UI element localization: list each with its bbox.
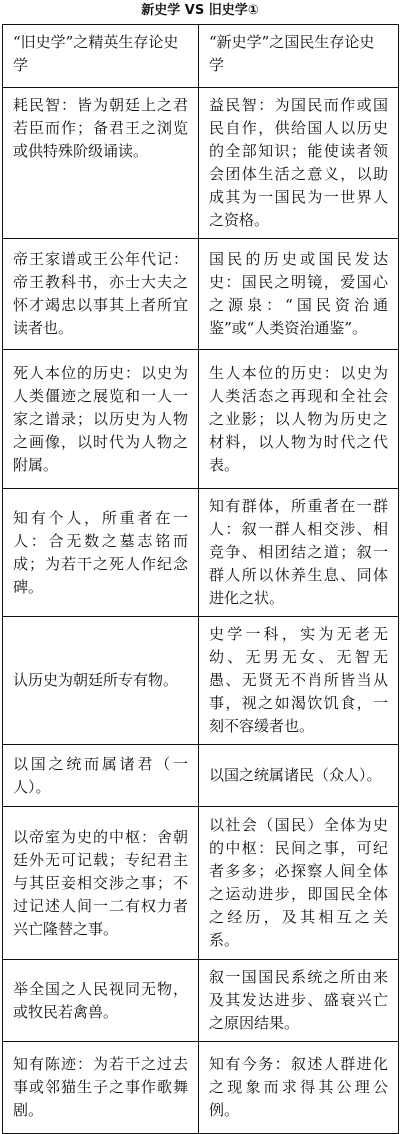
old-history-cell: 认历史为朝廷所专有物。 <box>3 617 199 745</box>
table-row <box>3 489 399 617</box>
new-history-cell: 生人本位的历史：以史为人类活态之再现和全社会之业影；以人物为历史之材料，以人物为时代之代表。 <box>199 350 399 489</box>
header-row <box>3 25 399 88</box>
page-title: 新史学 VS 旧史学① <box>141 3 259 18</box>
old-history-cell: 帝王家谱或王公年代记：帝王教科书，亦士大夫之怀才竭忠以事其上者所宜读者也。 <box>3 239 199 350</box>
table-row <box>3 960 399 1042</box>
comparison-table <box>2 24 399 1134</box>
table-row <box>3 88 399 239</box>
new-history-cell: 国民的历史或国民发达史：国民之明镜，爱国心之源泉：“国民资治通鉴”或“人类资治通鉴”。 <box>199 239 399 350</box>
old-history-cell: 知有个人，所重者在一人：合无数之墓志铭而成；为若干之死人作纪念碑。 <box>3 489 199 617</box>
old-history-cell: 耗民智：皆为朝廷上之君若臣而作；备君王之浏览或供特殊阶级诵读。 <box>3 88 199 239</box>
table-row <box>3 1042 399 1134</box>
new-history-cell: 知有今务：叙述人群进化之现象而求得其公理公例。 <box>199 1042 399 1134</box>
new-history-cell: 叙一国国民系统之所由来及其发达进步、盛衰兴亡之原因结果。 <box>199 960 399 1042</box>
new-history-cell: 知有群体，所重者在一群人：叙一群人相交涉、相竞争、相团结之道；叙一群人所以休养生息、同体进化之状。 <box>199 489 399 617</box>
new-history-cell: 以国之统属诸民（众人）。 <box>199 745 399 807</box>
old-history-cell: 以帝室为史的中枢：舍朝廷外无可记载；专纪君主与其臣妾相交涉之事；不过记述人间一二有权力者兴亡隆替之事。 <box>3 807 199 960</box>
new-history-cell: 益民智：为国民而作或国民自作，供给国人以历史的全部知识；能使读者领会团体生活之意义，以助成其为一国民为一世界人之资格。 <box>199 88 399 239</box>
header-new-history: “新史学”之国民生存论史学 <box>199 25 399 88</box>
old-history-cell: 知有陈迹：为若干之过去事或邻猫生子之事作歌舞剧。 <box>3 1042 199 1134</box>
old-history-cell: 死人本位的历史：以史为人类僵迹之展览和一人一家之谱录；以历史为人物之画像，以时代为人物之附属。 <box>3 350 199 489</box>
table-row <box>3 807 399 960</box>
old-history-cell: 举全国之人民视同无物，或牧民若禽兽。 <box>3 960 199 1042</box>
table-row <box>3 239 399 350</box>
table-row <box>3 350 399 489</box>
new-history-cell: 以社会（国民）全体为史的中枢：民间之事，可纪者多多；必探察人间全体之运动进步，即国民全体之经历，及其相互之关系。 <box>199 807 399 960</box>
table-row <box>3 745 399 807</box>
table-row <box>3 617 399 745</box>
new-history-cell: 史学一科，实为无老无幼、无男无女、无智无愚、无贤无不肖所皆当从事，视之如渴饮饥食，一刻不容缓者也。 <box>199 617 399 745</box>
old-history-cell: 以国之统而属诸君（一人）。 <box>3 745 199 807</box>
header-old-history: “旧史学”之精英生存论史学 <box>3 25 199 88</box>
